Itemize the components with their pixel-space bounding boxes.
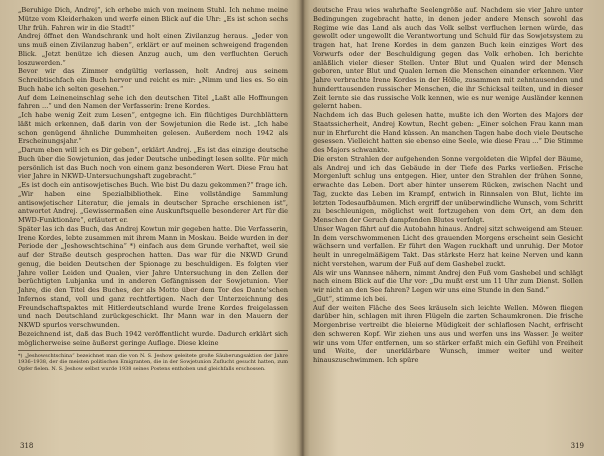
paragraph: „Beruhige Dich, Andrej“, ich erhebe mich von meinem Stuhl. Ich nehme meine Mütze vom Kleiderhaken und werfe einen Blick auf die Uhr: „Es ist schon sechs Uhr früh. Fahren wir in die Stadt!“	[18, 6, 288, 32]
paragraph: Auf dem Leineneinschlag sehe ich den deutschen Titel „Laßt alle Hoffnungen fahren ...“ und den Namen der Verfasserin: Irene Kordes.	[18, 93, 288, 111]
paragraph: Bevor wir das Zimmer endgültig verlassen, holt Andrej aus seinem Schreibtischfach ein Buch hervor und reicht es mir: „Nimm und lies es. So ein Buch habe ich selten gesehen.“	[18, 67, 288, 93]
paragraph: „Darum eben will ich es Dir geben“, erklärt Andrej. „Es ist das einzige deutsche Buch über die Sowjetunion, das jeder Deutsche unbedingt lesen sollte. Für mich persönlich ist das Buch noch von einem ganz besonderen Wert. Diese Frau hat vier Jahre in NKWD-Untersuchungshaft zugebracht.“	[18, 146, 288, 181]
footnote: *) „Jeshowschtschina“ bezeichnet man die von N. S. Jeshow geleitete große Säuberungsaktion der Jahre 1936–1938, der die meisten politischen Emigranten, die in der Sowjetunion Zuflucht gesucht hatten, zum Opfer fielen. N. S. Jeshow selbst wurde 1938 seines Postens enthoben und gleichfalls erschossen.	[18, 350, 288, 372]
right-page-text	[313, 6, 583, 365]
paragraph: Später las ich das Buch, das Andrej Kowtun mir gegeben hatte. Die Verfasserin, Irene Kordes, lebte zusammen mit ihrem Mann in Moskau. Beide wurden in der Periode der „Jeshowschtschina“ *) einfach aus dem Grunde verhaftet, weil sie auf der Straße deutsch gesprochen hatten. Das war für die NKWD Grund genug, die beiden Deutschen der Spionage zu beschuldigen. Es folgten vier Jahre voller Leiden und Qualen, vier Jahre Untersuchung in den Zellen der berüchtigten Lubjanka und in anderen Gefängnissen der Sowjetunion. Vier Jahre, die den Titel des Buches, der als Motto über dem Tor des Dante’schen Infernos stand, voll und ganz rechtfertigen. Nach der Unterzeichnung des Freundschaftspaktes mit Hitlerdeutschland wurde Irene Kordes freigelassen und nach Deutschland zurückgeschickt. Ihr Mann war in den Mauern der NKWD spurlos verschwunden.	[18, 224, 288, 329]
paragraph: „Es ist doch ein antisowjetisches Buch. Wie bist Du dazu gekommen?“ frage ich.	[18, 181, 288, 189]
paragraph: deutsche Frau wies wahrhafte Seelengröße auf. Nachdem sie vier Jahre unter Bedingungen zugebracht hatte, in denen jeder andere Mensch sowohl das Regime wie das Land als auch das Volk selbst verfluchen lernen würde, das gewollt oder ungewollt die Verantwortung und Schuld für das Sowjetsystem zu tragen hat, hat Irene Kordes in dem ganzen Buch kein einziges Wort des Vorwurfs oder der Beschuldigung gegen das Volk erhoben. Ich berichte anläßlich vieler dieser Stellen. Unter Blut und Qualen wird der Mensch geboren, unter Blut und Qualen lernen die Menschen einander erkennen. Vier Jahre verbrachte Irene Kordes in der Hölle, zusammen mit zehntausenden und hunderttausenden russischer Menschen, die ihr Schicksal teilten, und in dieser Zeit lernte sie das russische Volk kennen, wie es nur wenige Ausländer kennen gelernt haben.	[313, 6, 583, 111]
paragraph: Auf der weiten Fläche des Sees kräuseln sich leichte Wellen. Möwen fliegen darüber hin, schlagen mit ihren Flügeln die zarten Schaumkronen. Die frische Morgenbrise vertreibt die bleierne Müdigkeit der schlaflosen Nacht, erfrischt den schweren Kopf. Wir ziehen uns aus und werfen uns ins Wasser. Je weiter wir uns vom Ufer entfernen, um so stärker erfaßt mich ein Gefühl von Freiheit und Weite, der unerklärbare Wunsch, immer weiter und weiter hinauszuschwimmen. Ich spüre	[313, 303, 583, 364]
paragraph: Bezeichnend ist, daß das Buch 1942 veröffentlicht wurde. Dadurch erklärt sich möglicherweise seine äußerst geringe Auflage. Diese kleine	[18, 329, 288, 347]
paragraph: Die ersten Strahlen der aufgehenden Sonne vergoldeten die Wipfel der Bäume, als Andrej und ich das Gebäude in der Tiefe des Parks verließen. Frische Morgenluft schlug uns entgegen. Hier, unter den Strahlen der frühen Sonne, erwachte das Leben. Dort aber hinter unserem Rücken, zwischen Nacht und Tag, zuckte das Leben im Krampf, entwich in Rinnsalen von Blut, lichte im letzten Todesaufbäumen. Mich ergriff der unüberwindliche Wunsch, vom Schritt zu beschleunigen, möglichst weit fortzugehen von dem Ort, an dem den Menschen der Geruch dampfenden Blutes verfolgt.	[313, 154, 583, 224]
paragraph: Andrej öffnet den Wandschrank und holt einen Zivilanzug heraus. „Jeder von uns muß einen Zivilanzug haben“, erklärt er auf meinen schweigend fragenden Blick. „Jetzt benütze ich diesen Anzug auch, um den verfluchten Geruch loszuwerden.“	[18, 32, 288, 67]
left-page	[14, 6, 292, 454]
page-number-right: 319	[570, 442, 584, 450]
paragraph: „Wir haben eine Spezialbibliothek. Eine vollständige Sammlung antisowjetischer Literatur, die jemals in deutscher Sprache erschienen ist“, antwortet Andrej. „Gewissermaßen eine Auskunftsquelle besonderer Art für die MWD-Funktionäre“, erläutert er.	[18, 189, 288, 224]
paragraph: Als wir uns Wannsee nähern, nimmt Andrej den Fuß vom Gashebel und schlägt nach einem Blick auf die Uhr vor: „Du mußt erst um 11 Uhr zum Dienst. Sollen wir nicht an den See fahren? Legen wir uns eine Stunde in den Sand.“	[313, 268, 583, 294]
book-gutter	[296, 0, 310, 456]
paragraph: „Ich habe wenig Zeit zum Lesen“, entgegne ich. Ein flüchtiges Durchblättern läßt mich erkennen, daß darin von der Sowjetunion die Rede ist. „Ich habe schon genügend ähnliche Dummheiten gelesen. Außerdem noch 1942 als Erscheinungsjahr.“	[18, 111, 288, 146]
page-number-left: 318	[20, 442, 34, 450]
left-page-text	[18, 6, 288, 372]
paragraph: Nachdem ich das Buch gelesen hatte, mußte ich den Worten des Majors der Staatssicherheit, Andrej Kowtun, Recht geben: „Einer solchen Frau kann man nur in Ehrfurcht die Hand küssen. An manchen Tagen habe doch viele Deutsche gesessen. Vielleicht hatten sie ebenso eine Seele, wie diese Frau ...“ Die Stimme des Majors schwankte.	[313, 111, 583, 154]
paragraph: Unser Wagen fährt auf die Autobahn hinaus. Andrej sitzt schweigend am Steuer. In dem verschwommenen Licht des grauenden Morgens erscheint sein Gesicht wächsern und verfallen. Er führt den Wagen ruckhaft und unruhig. Der Motor heult in unregelmäßigem Takt. Das stärkste Herz hat keine Nerven und kann nicht verstehen, warum der Fuß auf dem Gashebel zuckt.	[313, 224, 583, 268]
right-page	[312, 6, 590, 454]
paragraph: „Gut“, stimme ich bei.	[313, 294, 388, 303]
